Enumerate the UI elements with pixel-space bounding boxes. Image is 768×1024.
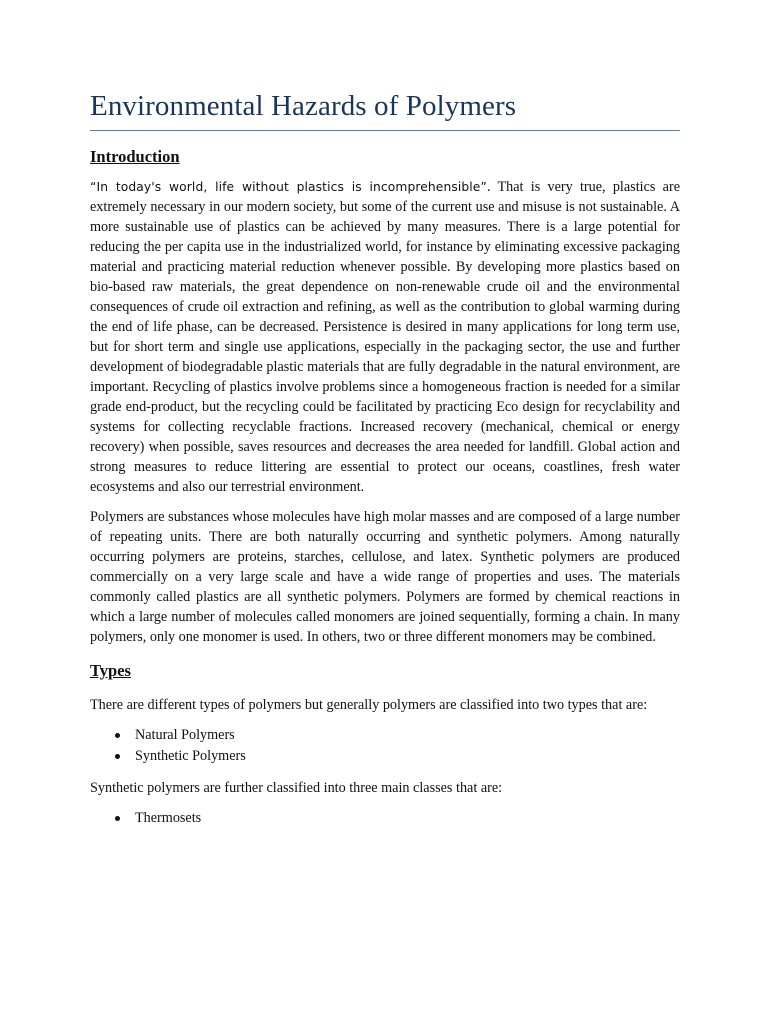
document-page xyxy=(90,86,680,840)
list-item-text: Thermosets xyxy=(135,810,202,826)
synthetic-classes-list xyxy=(90,808,680,829)
list-item-text: Synthetic Polymers xyxy=(135,748,246,764)
list-item xyxy=(90,808,680,829)
list-item xyxy=(90,746,680,767)
title-divider xyxy=(90,130,680,131)
document-title: Environmental Hazards of Polymers xyxy=(90,90,517,122)
bullet-icon xyxy=(115,754,120,759)
types-heading: Types xyxy=(90,661,131,680)
bullet-icon xyxy=(115,733,120,738)
introduction-paragraph-1-text: . That is very true, plastics are extremely necessary in our modern society, but some of the current use and misuse is not sustainable. A more sustainable use of plastics can be achieved by many measures. There is a large potential for reducing the per capita use in the industrialized world, for instance by eliminating excessive packaging material and practicing material reduction whenever possible. By developing more plastics based on bio-based raw materials, the great dependence on non-renewable crude oil and the environmental consequences of crude oil extraction and refining, as well as the contribution to global warming during the end of life phase, can be decreased. Persistence is desired in many applications for long term use, but for short term and single use applications, especially in the packaging sector, the use and further development of biodegradable plastic materials that are fully degradable in the natural environment, are important. Recycling of plastics involve problems since a homogeneous fraction is needed for a similar grade end-product, but the recycling could be facilitated by practicing Eco design for recyclability and systems for collecting recyclable fractions. Increased recovery (mechanical, chemical or energy recovery) when possible, saves resources and decreases the area needed for landfill. Global action and strong measures to reduce littering are essential to protect our oceans, coastlines, fresh water ecosystems and also our terrestrial environment. xyxy=(90,179,680,495)
types-paragraph-1: There are different types of polymers but generally polymers are classified into two types that are: xyxy=(90,697,648,713)
polymer-types-list xyxy=(90,725,680,767)
introduction-heading: Introduction xyxy=(90,147,180,166)
introduction-paragraph-2: Polymers are substances whose molecules have high molar masses and are composed of a large number of repeating units. There are both naturally occurring and synthetic polymers. Among naturally occurring polymers are proteins, starches, cellulose, and latex. Synthetic polymers are produced commercially on a very large scale and have a wide range of properties and uses. The materials commonly called plastics are all synthetic polymers. Polymers are formed by chemical reactions in which a large number of molecules called monomers are joined sequentially, forming a chain. In many polymers, only one monomer is used. In others, two or three different monomers may be combined. xyxy=(90,509,680,645)
list-item xyxy=(90,725,680,746)
bullet-icon xyxy=(115,816,120,821)
types-paragraph-2: Synthetic polymers are further classified into three main classes that are: xyxy=(90,780,503,796)
list-item-text: Natural Polymers xyxy=(135,727,235,743)
introduction-quote: “In today's world, life without plastics is incomprehensible” xyxy=(90,180,487,194)
introduction-paragraph-1 xyxy=(90,177,680,497)
